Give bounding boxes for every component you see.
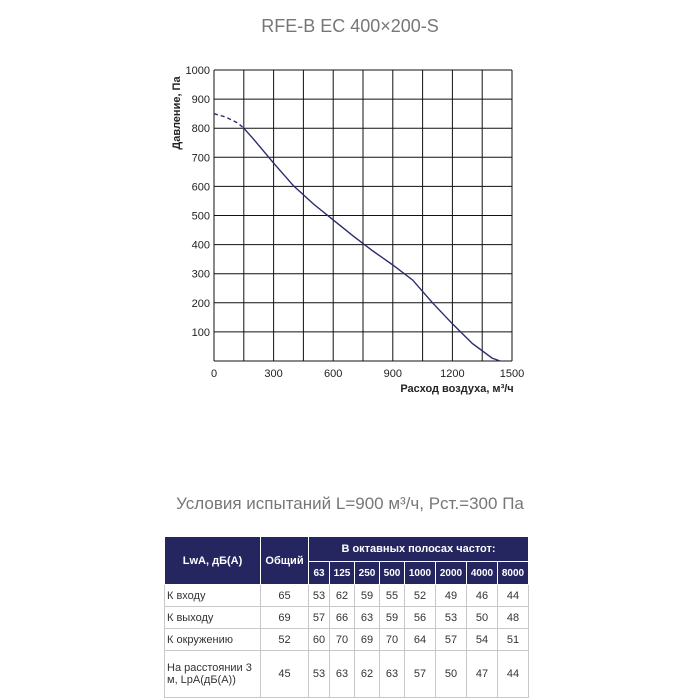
- band-value-cell: 59: [380, 607, 405, 629]
- y-tick-label: 100: [191, 326, 210, 339]
- band-header: 63: [309, 562, 330, 585]
- band-value-cell: 52: [405, 585, 436, 607]
- band-header: 2000: [436, 562, 467, 585]
- band-value-cell: 46: [467, 585, 498, 607]
- y-tick-label: 200: [191, 297, 210, 310]
- band-value-cell: 50: [467, 607, 498, 629]
- total-header: Общий: [261, 537, 309, 585]
- band-value-cell: 70: [380, 629, 405, 651]
- band-value-cell: 47: [467, 651, 498, 698]
- band-value-cell: 69: [355, 629, 380, 651]
- band-value-cell: 62: [355, 651, 380, 698]
- band-value-cell: 51: [498, 629, 529, 651]
- band-header: 500: [380, 562, 405, 585]
- y-tick-label: 500: [191, 210, 210, 223]
- band-value-cell: 49: [436, 585, 467, 607]
- table-row: [165, 585, 529, 607]
- row-label: На расстоянии 3 м, LpA(дБ(А)): [165, 651, 261, 698]
- band-value-cell: 66: [330, 607, 355, 629]
- band-value-cell: 64: [405, 629, 436, 651]
- band-header: 8000: [498, 562, 529, 585]
- band-header: 4000: [467, 562, 498, 585]
- x-tick-label: 900: [383, 368, 402, 380]
- y-tick-label: 800: [191, 123, 210, 136]
- band-value-cell: 60: [309, 629, 330, 651]
- band-value-cell: 56: [405, 607, 436, 629]
- band-value-cell: 59: [355, 585, 380, 607]
- y-tick-label: 400: [191, 239, 210, 252]
- lwa-header: LwA, дБ(А): [165, 537, 261, 585]
- x-tick-label: 600: [324, 368, 343, 380]
- y-tick-label: 300: [191, 268, 210, 281]
- total-cell: 45: [261, 651, 309, 698]
- curve-dashed-segment: [214, 114, 244, 129]
- row-label: К входу: [165, 585, 261, 607]
- band-value-cell: 50: [436, 651, 467, 698]
- band-value-cell: 48: [498, 607, 529, 629]
- band-value-cell: 44: [498, 651, 529, 698]
- y-tick-label: 600: [191, 181, 210, 194]
- band-value-cell: 57: [309, 607, 330, 629]
- band-value-cell: 62: [330, 585, 355, 607]
- band-header: 1000: [405, 562, 436, 585]
- band-header: 250: [355, 562, 380, 585]
- noise-table: [164, 536, 529, 698]
- x-axis-label: Расход воздуха, м³/ч: [400, 383, 514, 395]
- table-row: [165, 651, 529, 698]
- total-cell: 69: [261, 607, 309, 629]
- y-tick-label: 1000: [185, 65, 210, 77]
- band-value-cell: 57: [436, 629, 467, 651]
- band-value-cell: 53: [309, 651, 330, 698]
- y-tick-label: 900: [191, 94, 210, 107]
- band-value-cell: 63: [355, 607, 380, 629]
- band-value-cell: 63: [330, 651, 355, 698]
- row-label: К окружению: [165, 629, 261, 651]
- band-value-cell: 55: [380, 585, 405, 607]
- band-header: 125: [330, 562, 355, 585]
- x-tick-label: 0: [210, 368, 218, 380]
- band-value-cell: 63: [380, 651, 405, 698]
- chart-ticks: [186, 65, 525, 380]
- band-value-cell: 70: [330, 629, 355, 651]
- band-value-cell: 54: [467, 629, 498, 651]
- x-tick-label: 1500: [499, 368, 525, 380]
- x-tick-label: 1200: [440, 368, 465, 380]
- chart-grid: [214, 70, 512, 361]
- y-axis-label: Давление, Па: [171, 76, 183, 150]
- chart-curves: [214, 114, 500, 361]
- band-value-cell: 44: [498, 585, 529, 607]
- x-tick-label: 300: [264, 368, 283, 380]
- total-cell: 65: [261, 585, 309, 607]
- band-value-cell: 57: [405, 651, 436, 698]
- octave-header: В октавных полосах частот:: [309, 537, 529, 562]
- total-cell: 52: [261, 629, 309, 651]
- band-value-cell: 53: [309, 585, 330, 607]
- y-tick-label: 700: [191, 152, 210, 165]
- table-row: [165, 629, 529, 651]
- row-label: К выходу: [165, 607, 261, 629]
- chart-title: RFE-B EC 400×200-S: [261, 16, 439, 36]
- test-conditions: Условия испытаний L=900 м³/ч, Рст.=300 Па: [176, 494, 524, 513]
- table-row: [165, 607, 529, 629]
- band-value-cell: 53: [436, 607, 467, 629]
